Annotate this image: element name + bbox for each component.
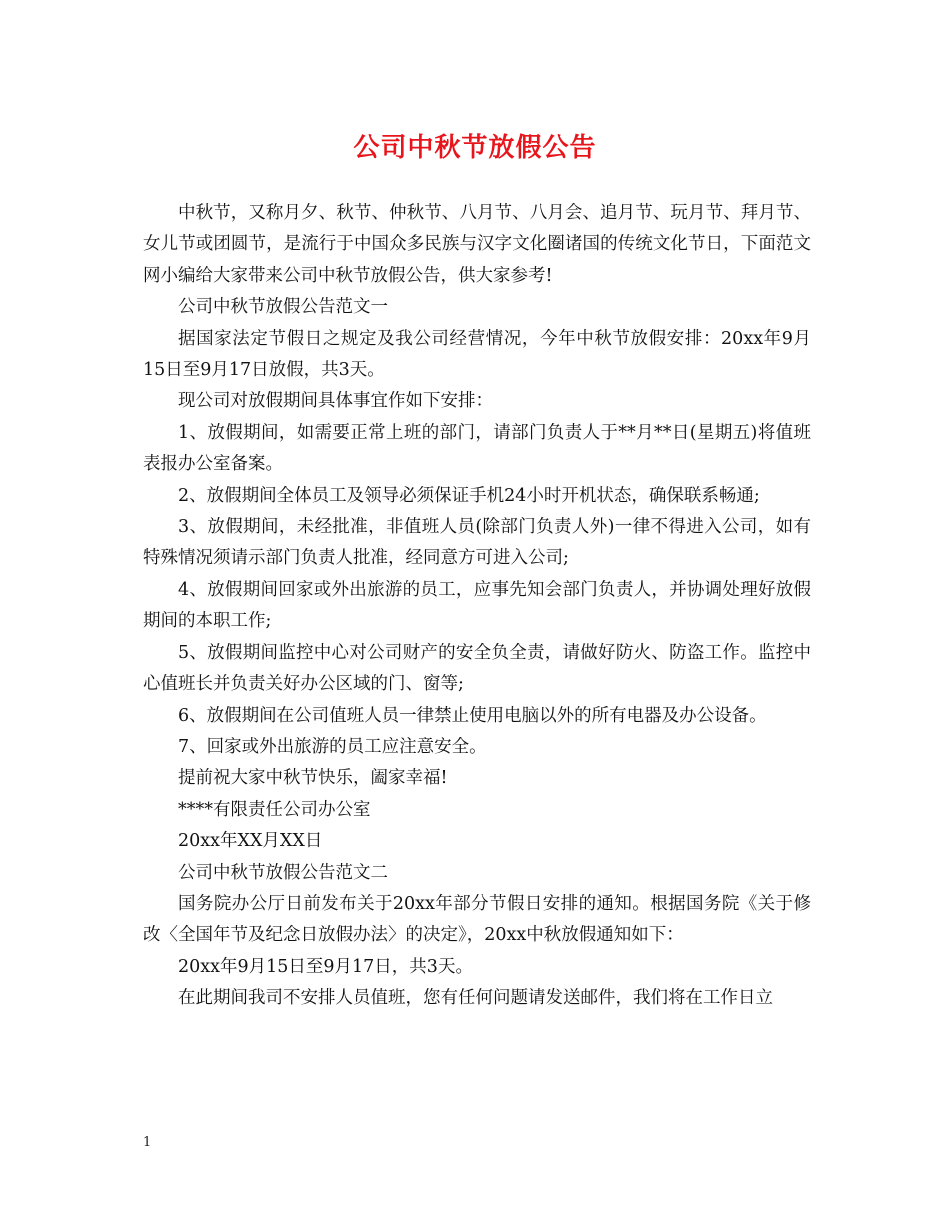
page-number: 1 <box>143 1135 152 1150</box>
paragraph-holiday-schedule: 据国家法定节假日之规定及我公司经营情况，今年中秋节放假安排：20xx年9月15日至9月17日放假，共3天。 <box>143 328 811 381</box>
paragraph-intro: 中秋节，又称月夕、秋节、仲秋节、八月节、八月会、追月节、玩月节、拜月节、女儿节或团圆节，是流行于中国众多民族与汉字文化圈诸国的传统文化节日，下面范文网小编给大家带来公司中秋节放假公告，供大家参考! <box>143 203 811 286</box>
paragraph-signature-date: 20xx年XX月XX日 <box>178 831 323 852</box>
document-title: 公司中秋节放假公告 <box>353 133 597 163</box>
paragraph-signature-company: ****有限责任公司办公室 <box>178 799 371 820</box>
document-body <box>143 198 811 1015</box>
paragraph-contact-note: 在此期间我司不安排人员值班，您有任何问题请发送邮件，我们将在工作日立 <box>178 988 773 1009</box>
paragraph-arrangements-intro: 现公司对放假期间具体事宜作如下安排： <box>178 391 493 412</box>
paragraph-item-5: 5、放假期间监控中心对公司财产的安全负全责，请做好防火、防盗工作。监控中心值班长并负责关好办公区域的门、窗等; <box>143 642 811 695</box>
paragraph-sample-two-heading: 公司中秋节放假公告范文二 <box>178 862 388 883</box>
paragraph-holiday-dates: 20xx年9月15日至9月17日，共3天。 <box>178 956 473 977</box>
paragraph-state-council-notice: 国务院办公厅日前发布关于20xx年部分节假日安排的通知。根据国务院《关于修改〈全国年节及纪念日放假办法〉的决定》，20xx中秋放假通知如下： <box>143 893 811 946</box>
paragraph-greeting: 提前祝大家中秋节快乐，阖家幸福! <box>178 768 448 789</box>
paragraph-item-4: 4、放假期间回家或外出旅游的员工，应事先知会部门负责人，并协调处理好放假期间的本职工作; <box>143 579 811 632</box>
paragraph-item-1: 1、放假期间，如需要正常上班的部门，请部门负责人于**月**日(星期五)将值班表报办公室备案。 <box>143 422 811 475</box>
paragraph-item-7: 7、回家或外出旅游的员工应注意安全。 <box>178 736 487 757</box>
paragraph-item-3: 3、放假期间，未经批准，非值班人员(除部门负责人外)一律不得进入公司，如有特殊情况须请示部门负责人批准，经同意方可进入公司; <box>143 517 811 569</box>
paragraph-sample-one-heading: 公司中秋节放假公告范文一 <box>178 297 388 318</box>
paragraph-item-2: 2、放假期间全体员工及领导必须保证手机24小时开机状态，确保联系畅通; <box>178 485 760 506</box>
paragraph-item-6: 6、放假期间在公司值班人员一律禁止使用电脑以外的所有电器及办公设备。 <box>178 705 767 726</box>
